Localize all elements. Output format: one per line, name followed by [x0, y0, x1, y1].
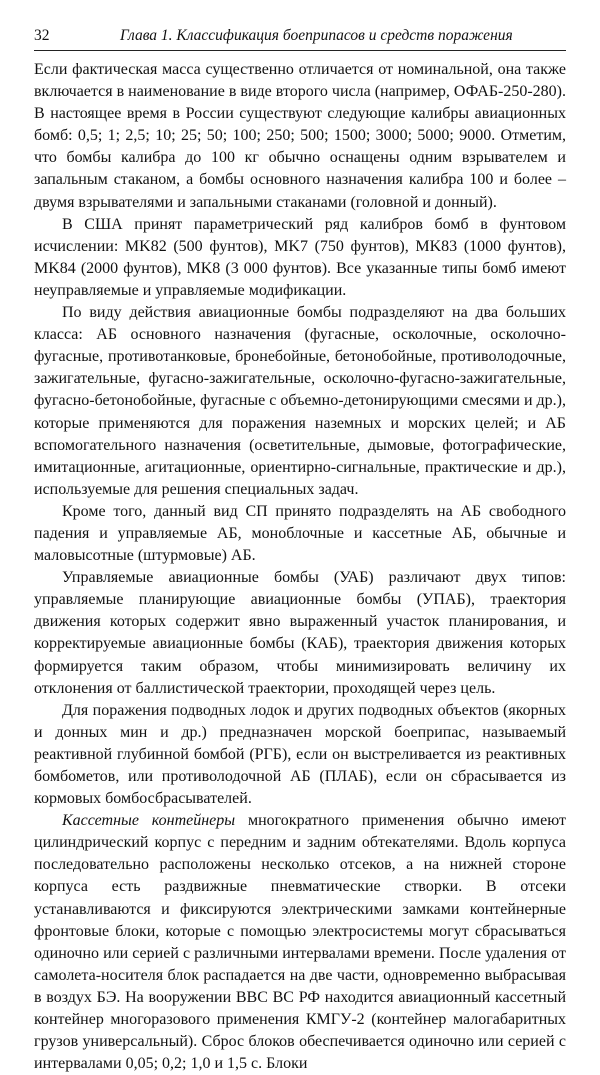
- paragraph-cassette-containers: [34, 810, 566, 1075]
- page-number: 32: [34, 27, 50, 44]
- lead-term: Кассетные контейнеры: [62, 812, 236, 830]
- paragraph: Управляемые авиационные бомбы (УАБ) различают двух типов: управляемые планирующие авиационные бомбы (УПАБ), траектория движения которых содержит явно выраженный участок планирования, и корректируемые авиационные бомбы (КАБ), траектория движения которых формируется таким образом, чтобы минимизировать величину их отклонения от баллистической траектории, проходящей через цель.: [34, 569, 566, 697]
- body-text: [34, 59, 566, 1075]
- paragraph: Для поражения подводных лодок и других подводных объектов (якорных и донных мин и др.) предназначен морской боеприпас, называемый реактивной глубинной бомбой (РГБ), если он выстреливается из реактивных бомбометов, или противолодочной АБ (ПЛАБ), если он сбрасывается из кормовых бомбосбрасывателей.: [34, 701, 566, 808]
- running-head: Глава 1. Классификация боеприпасов и средств поражения: [120, 27, 513, 44]
- book-page: [34, 26, 566, 1075]
- paragraph-text: многократного применения обычно имеют цилиндрический корпус с передним и задним обтекателями. Вдоль корпуса последовательно расположены несколько отсеков, а на нижней стороне корпуса есть раздвижные пневматические створки. В отсеки устанавливаются и фиксируются электрическими замками контейнерные фронтовые блоки, которые с помощью электросистемы могут сбрасываться одиночно или серией с различными интервалами времени. После удаления от самолета-носителя блок распадается на две части, одновременно выбрасывая в воздух БЭ. На вооружении ВВС ВС РФ находится авиационный кассетный контейнер многоразового применения КМГУ-2 (контейнер малогабаритных грузов универсальный). Сброс блоков обеспечивается одиночно или серией с интервалами 0,05; 0,2; 1,0 и 1,5 с. Блоки: [34, 812, 567, 1073]
- paragraph: В США принят параметрический ряд калибров бомб в фунтовом исчислении: MK82 (500 фунтов), MK7 (750 фунтов), MK83 (1000 фунтов), MK84 (2000 фунтов), MK8 (3 000 фунтов). Все указанные типы бомб имеют неуправляемые и управляемые модификации.: [34, 215, 566, 299]
- paragraph: Кроме того, данный вид СП принято подразделять на АБ свободного падения и управляемые АБ, моноблочные и кассетные АБ, обычные и маловысотные (штурмовые) АБ.: [34, 502, 566, 565]
- paragraph: Если фактическая масса существенно отличается от номинальной, она также включается в наименование в виде второго числа (например, ОФАБ-250-280). В настоящее время в России существуют следующие калибры авиационных бомб: 0,5; 1; 2,5; 10; 25; 50; 100; 250; 500; 1500; 3000; 5000; 9000. Отметим, что бомбы калибра до 100 кг обычно оснащены одним взрывателем и запальным стаканом, а бомбы основного назначения калибра 100 и более – двумя взрывателями и запальными стаканами (головной и донный).: [34, 61, 566, 211]
- page-header: [34, 26, 566, 51]
- paragraph: По виду действия авиационные бомбы подразделяют на два больших класса: АБ основного назначения (фугасные, осколочные, осколочно-фугасные, противотанковые, бронебойные, бетонобойные, противолодочные, зажигательные, фугасно-зажигательные, осколочно-фугасно-зажигательные, фугасно-бетонобойные, фугасные с объемно-детонирующими смесями и др.), которые применяются для поражения наземных и морских целей; и АБ вспомогательного назначения (осветительные, дымовые, фотографические, имитационные, агитационные, ориентирно-сигнальные, практические и др.), используемые для решения специальных задач.: [34, 304, 566, 498]
